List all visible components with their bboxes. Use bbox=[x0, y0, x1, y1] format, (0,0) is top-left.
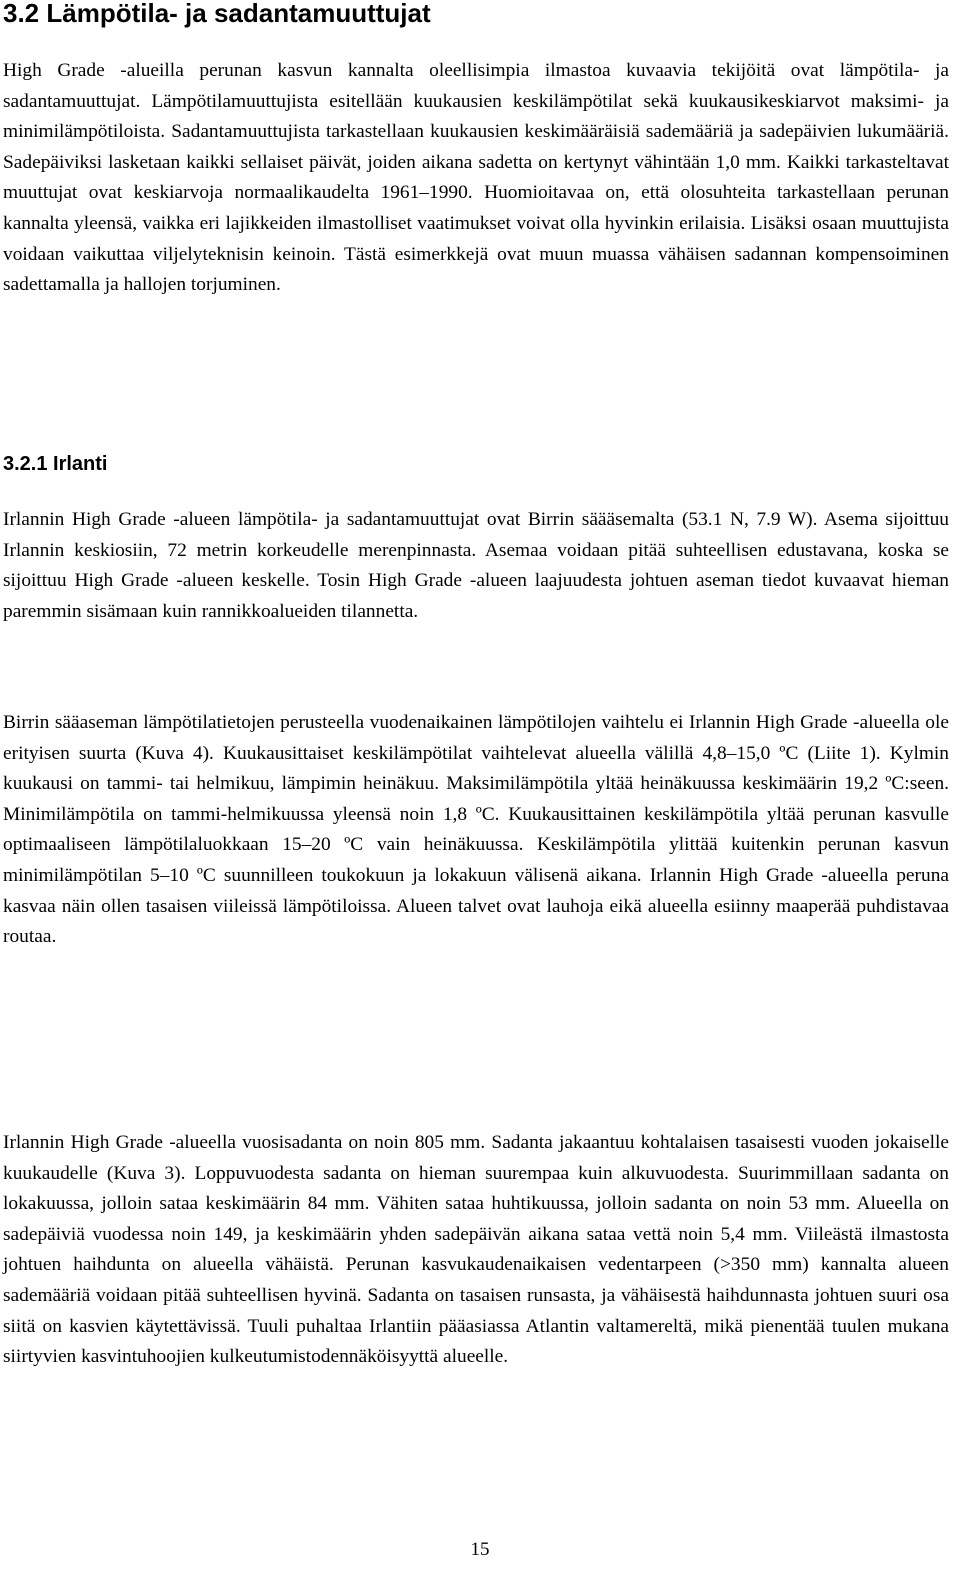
page-number: 15 bbox=[470, 1539, 490, 1560]
subsection-heading: 3.2.1 Irlanti bbox=[3, 453, 108, 475]
station-paragraph: Irlannin High Grade -alueen lämpötila- ja sadantamuuttujat ovat Birrin säääsemalta (53.1 N, 7.9 W). Asema sijoittuu Irlannin keskiosiin, 72 metrin korkeudelle merenpinnasta. Asemaa voidaan pitää suhteellisen edustavana, koska se sijoittuu High Grade -alueen keskelle. Tosin High Grade -alueen laajuudesta johtuen aseman tiedot kuvaavat hieman paremmin sisämaan kuin rannikkoalueiden tilannetta. bbox=[3, 509, 949, 622]
section-heading: 3.2 Lämpötila- ja sadantamuuttujat bbox=[3, 0, 431, 28]
section-intro-paragraph: High Grade -alueilla perunan kasvun kannalta oleellisimpia ilmastoa kuvaavia tekijöitä ovat lämpötila- ja sadantamuuttujat. Lämpötilamuuttujista esitellään kuukausien keskilämpötilat sekä kuukausikeskiarvot maksimi- ja minimilämpötiloista. Sadantamuuttujista tarkastellaan kuukausien keskimääräisiä sademääriä ja sadepäivien lukumääriä. Sadepäiviksi lasketaan kaikki sellaiset päivät, joiden aikana sadetta on kertynyt vähintään 1,0 mm. Kaikki tarkasteltavat muuttujat ovat keskiarvoja normaalikaudelta 1961–1990. Huomioitavaa on, että olosuhteita tarkastellaan perunan kannalta yleensä, vaikka eri lajikkeiden ilmastolliset vaatimukset voivat olla hyvinkin erilaisia. Lisäksi osaan muuttujista voidaan vaikuttaa viljelyteknisin keinoin. Tästä esimerkkejä ovat muun muassa vähäisen sadannan kompensoiminen sadettamalla ja hallojen torjuminen. bbox=[3, 60, 949, 296]
precipitation-paragraph: Irlannin High Grade -alueella vuosisadanta on noin 805 mm. Sadanta jakaantuu kohtalaisen tasaisesti vuoden jokaiselle kuukaudelle (Kuva 3). Loppuvuodesta sadanta on hieman suurempaa kuin alkuvuodesta. Suurimmillaan sadanta on lokakuussa, jolloin sataa keskimäärin 84 mm. Vähiten sataa huhtikuussa, jolloin sadanta on noin 53 mm. Alueella on sadepäiviä vuodessa noin 149, ja keskimäärin yhden sadepäivän aikana sataa vettä noin 5,4 mm. Viileästä ilmastosta johtuen haihdunta on alueella vähäistä. Perunan kasvukaudenaikaisen vedentarpeen (>350 mm) kannalta alueen sademääriä voidaan pitää suhteellisen hyvinä. Sadanta on tasaisen runsasta, ja vähäisestä haihdunnasta johtuen suuri osa siitä on kasvien käytettävissä. Tuuli puhaltaa Irlantiin pääasiassa Atlantin valtamereltä, mikä pienentää tuulen mukana siirtyvien kasvintuhoojien kulkeutumistodennäköisyyttä alueelle. bbox=[3, 1132, 949, 1368]
temperature-paragraph: Birrin sääaseman lämpötilatietojen perusteella vuodenaikainen lämpötilojen vaihtelu ei Irlannin High Grade -alueella ole erityisen suurta (Kuva 4). Kuukausittaiset keskilämpötilat vaihtelevat alueella välillä 4,8–15,0 ºC (Liite 1). Kylmin kuukausi on tammi- tai helmikuu, lämpimin heinäkuu. Maksimilämpötila yltää heinäkuussa keskimäärin 19,2 ºC:seen. Minimilämpötila on tammi-helmikuussa yleensä noin 1,8 ºC. Kuukausittainen keskilämpötila yltää perunan kasvulle optimaaliseen lämpötilaluokkaan 15–20 ºC vain heinäkuussa. Keskilämpötila ylittää kuitenkin perunan kasvun minimilämpötilan 5–10 ºC suunnilleen toukokuun ja lokakuun välisenä aikana. Irlannin High Grade -alueella peruna kasvaa näin ollen tasaisen viileissä lämpötiloissa. Alueen talvet ovat lauhoja eikä alueella esiinny maaperää puhdistavaa routaa. bbox=[3, 712, 949, 948]
